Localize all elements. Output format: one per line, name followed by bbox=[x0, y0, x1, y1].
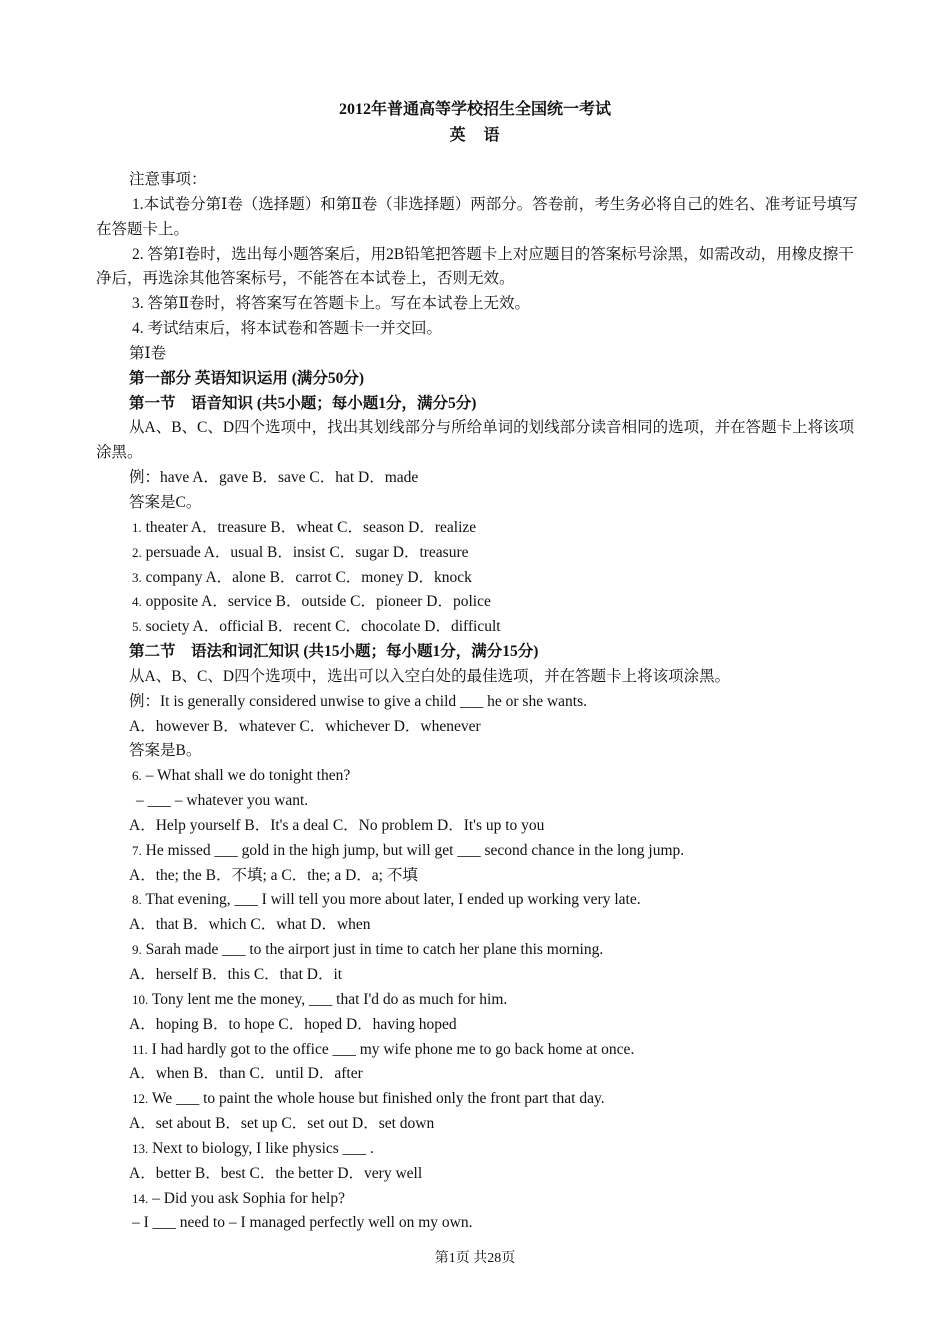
question-5: 5. society A．official B．recent C．chocolate D．difficult bbox=[132, 618, 501, 636]
question-13: 13. Next to biology, I like physics ___ . bbox=[132, 1139, 374, 1157]
question-1: 1. theater A．treasure B．wheat C．season D．realize bbox=[132, 518, 477, 536]
section-heading: 第一节 语音知识 (共5小题；每小题1分，满分5分) bbox=[129, 394, 477, 412]
example-line: 例：have A．gave B．save C．hat D．made bbox=[129, 469, 419, 487]
question-12-options: A．set about B．set up C．set out D．set down bbox=[129, 1115, 435, 1133]
page-footer: 第1页 共28页 bbox=[434, 1251, 516, 1266]
question-12: 12. We ___ to paint the whole house but finished only the front part that day. bbox=[132, 1090, 605, 1108]
section-instruction: 从A、B、C、D四个选项中，选出可以入空白处的最佳选项，并在答题卡上将该项涂黑。 bbox=[129, 667, 731, 685]
exam-title: 2012年普通高等学校招生全国统一考试 bbox=[338, 101, 611, 118]
question-3: 3. company A．alone B．carrot C．money D．knock bbox=[132, 568, 472, 586]
question-7-options: A．the; the B．不填; a C．the; a D．a; 不填 bbox=[129, 866, 418, 884]
question-8: 8. That evening, ___ I will tell you more about later, I ended up working very late. bbox=[132, 891, 641, 909]
question-6: 6. – What shall we do tonight then? bbox=[132, 767, 351, 785]
question-10: 10. Tony lent me the money, ___ that I'd do as much for him. bbox=[132, 990, 508, 1008]
question-14: 14. – Did you ask Sophia for help? bbox=[132, 1189, 345, 1207]
question-9-options: A．herself B．this C．that D．it bbox=[129, 966, 343, 983]
exam-subject: 英 语 bbox=[449, 127, 501, 144]
question-2: 2. persuade A．usual B．insist C．sugar D．treasure bbox=[132, 543, 469, 561]
question-13-options: A．better B．best C．the better D．very well bbox=[129, 1164, 423, 1182]
notes-heading: 注意事项： bbox=[129, 171, 207, 188]
question-7: 7. He missed ___ gold in the high jump, but will get ___ second chance in the long jump. bbox=[132, 841, 685, 859]
part-heading: 第一部分 英语知识运用 (满分50分) bbox=[129, 369, 365, 387]
volume-heading: 第Ⅰ卷 bbox=[129, 344, 167, 362]
notes-item: 1.本试卷分第Ⅰ卷（选择题）和第Ⅱ卷（非选择题）两部分。答卷前，考生务必将自己的姓名、准考证号填写在答题卡上。 bbox=[96, 195, 858, 238]
example-line: 例：It is generally considered unwise to give a child ___ he or she wants. bbox=[129, 692, 587, 710]
section-instruction: 从A、B、C、D四个选项中，找出其划线部分与所给单词的划线部分读音相同的选项，并在答题卡上将该项涂黑。 bbox=[96, 419, 855, 462]
question-6-reply: – ___ – whatever you want. bbox=[136, 792, 309, 810]
question-8-options: A．that B．which C．what D．when bbox=[129, 916, 371, 934]
question-14-reply: – I ___ need to – I managed perfectly well on my own. bbox=[132, 1214, 473, 1232]
section-heading: 第二节 语法和词汇知识 (共15小题；每小题1分，满分15分) bbox=[129, 643, 539, 661]
question-4: 4. opposite A．service B．outside C．pioneer D．police bbox=[132, 593, 491, 611]
question-11-options: A．when B．than C．until D．after bbox=[129, 1065, 363, 1083]
exam-body bbox=[96, 168, 860, 1236]
example-options: A．however B．whatever C．whichever D．whenever bbox=[129, 717, 481, 735]
question-11: 11. I had hardly got to the office ___ my wife phone me to go back home at once. bbox=[132, 1040, 635, 1058]
question-9: 9. Sarah made ___ to the airport just in time to catch her plane this morning. bbox=[132, 941, 604, 959]
question-10-options: A．hoping B．to hope C．hoped D．having hoped bbox=[129, 1015, 457, 1033]
notes-item: 3. 答第Ⅱ卷时，将答案写在答题卡上。写在本试卷上无效。 bbox=[132, 295, 531, 313]
notes-item: 2. 答第Ⅰ卷时，选出每小题答案后，用2B铅笔把答题卡上对应题目的答案标号涂黑，如需改动，用橡皮擦干净后，再选涂其他答案标号，不能答在本试卷上，否则无效。 bbox=[96, 245, 854, 288]
question-6-options: A．Help yourself B．It's a deal C．No problem D．It's up to you bbox=[129, 816, 545, 834]
example-answer: 答案是C。 bbox=[129, 493, 202, 511]
notes-item: 4. 考试结束后，将本试卷和答题卡一并交回。 bbox=[132, 320, 443, 338]
example-answer: 答案是B。 bbox=[129, 742, 202, 760]
